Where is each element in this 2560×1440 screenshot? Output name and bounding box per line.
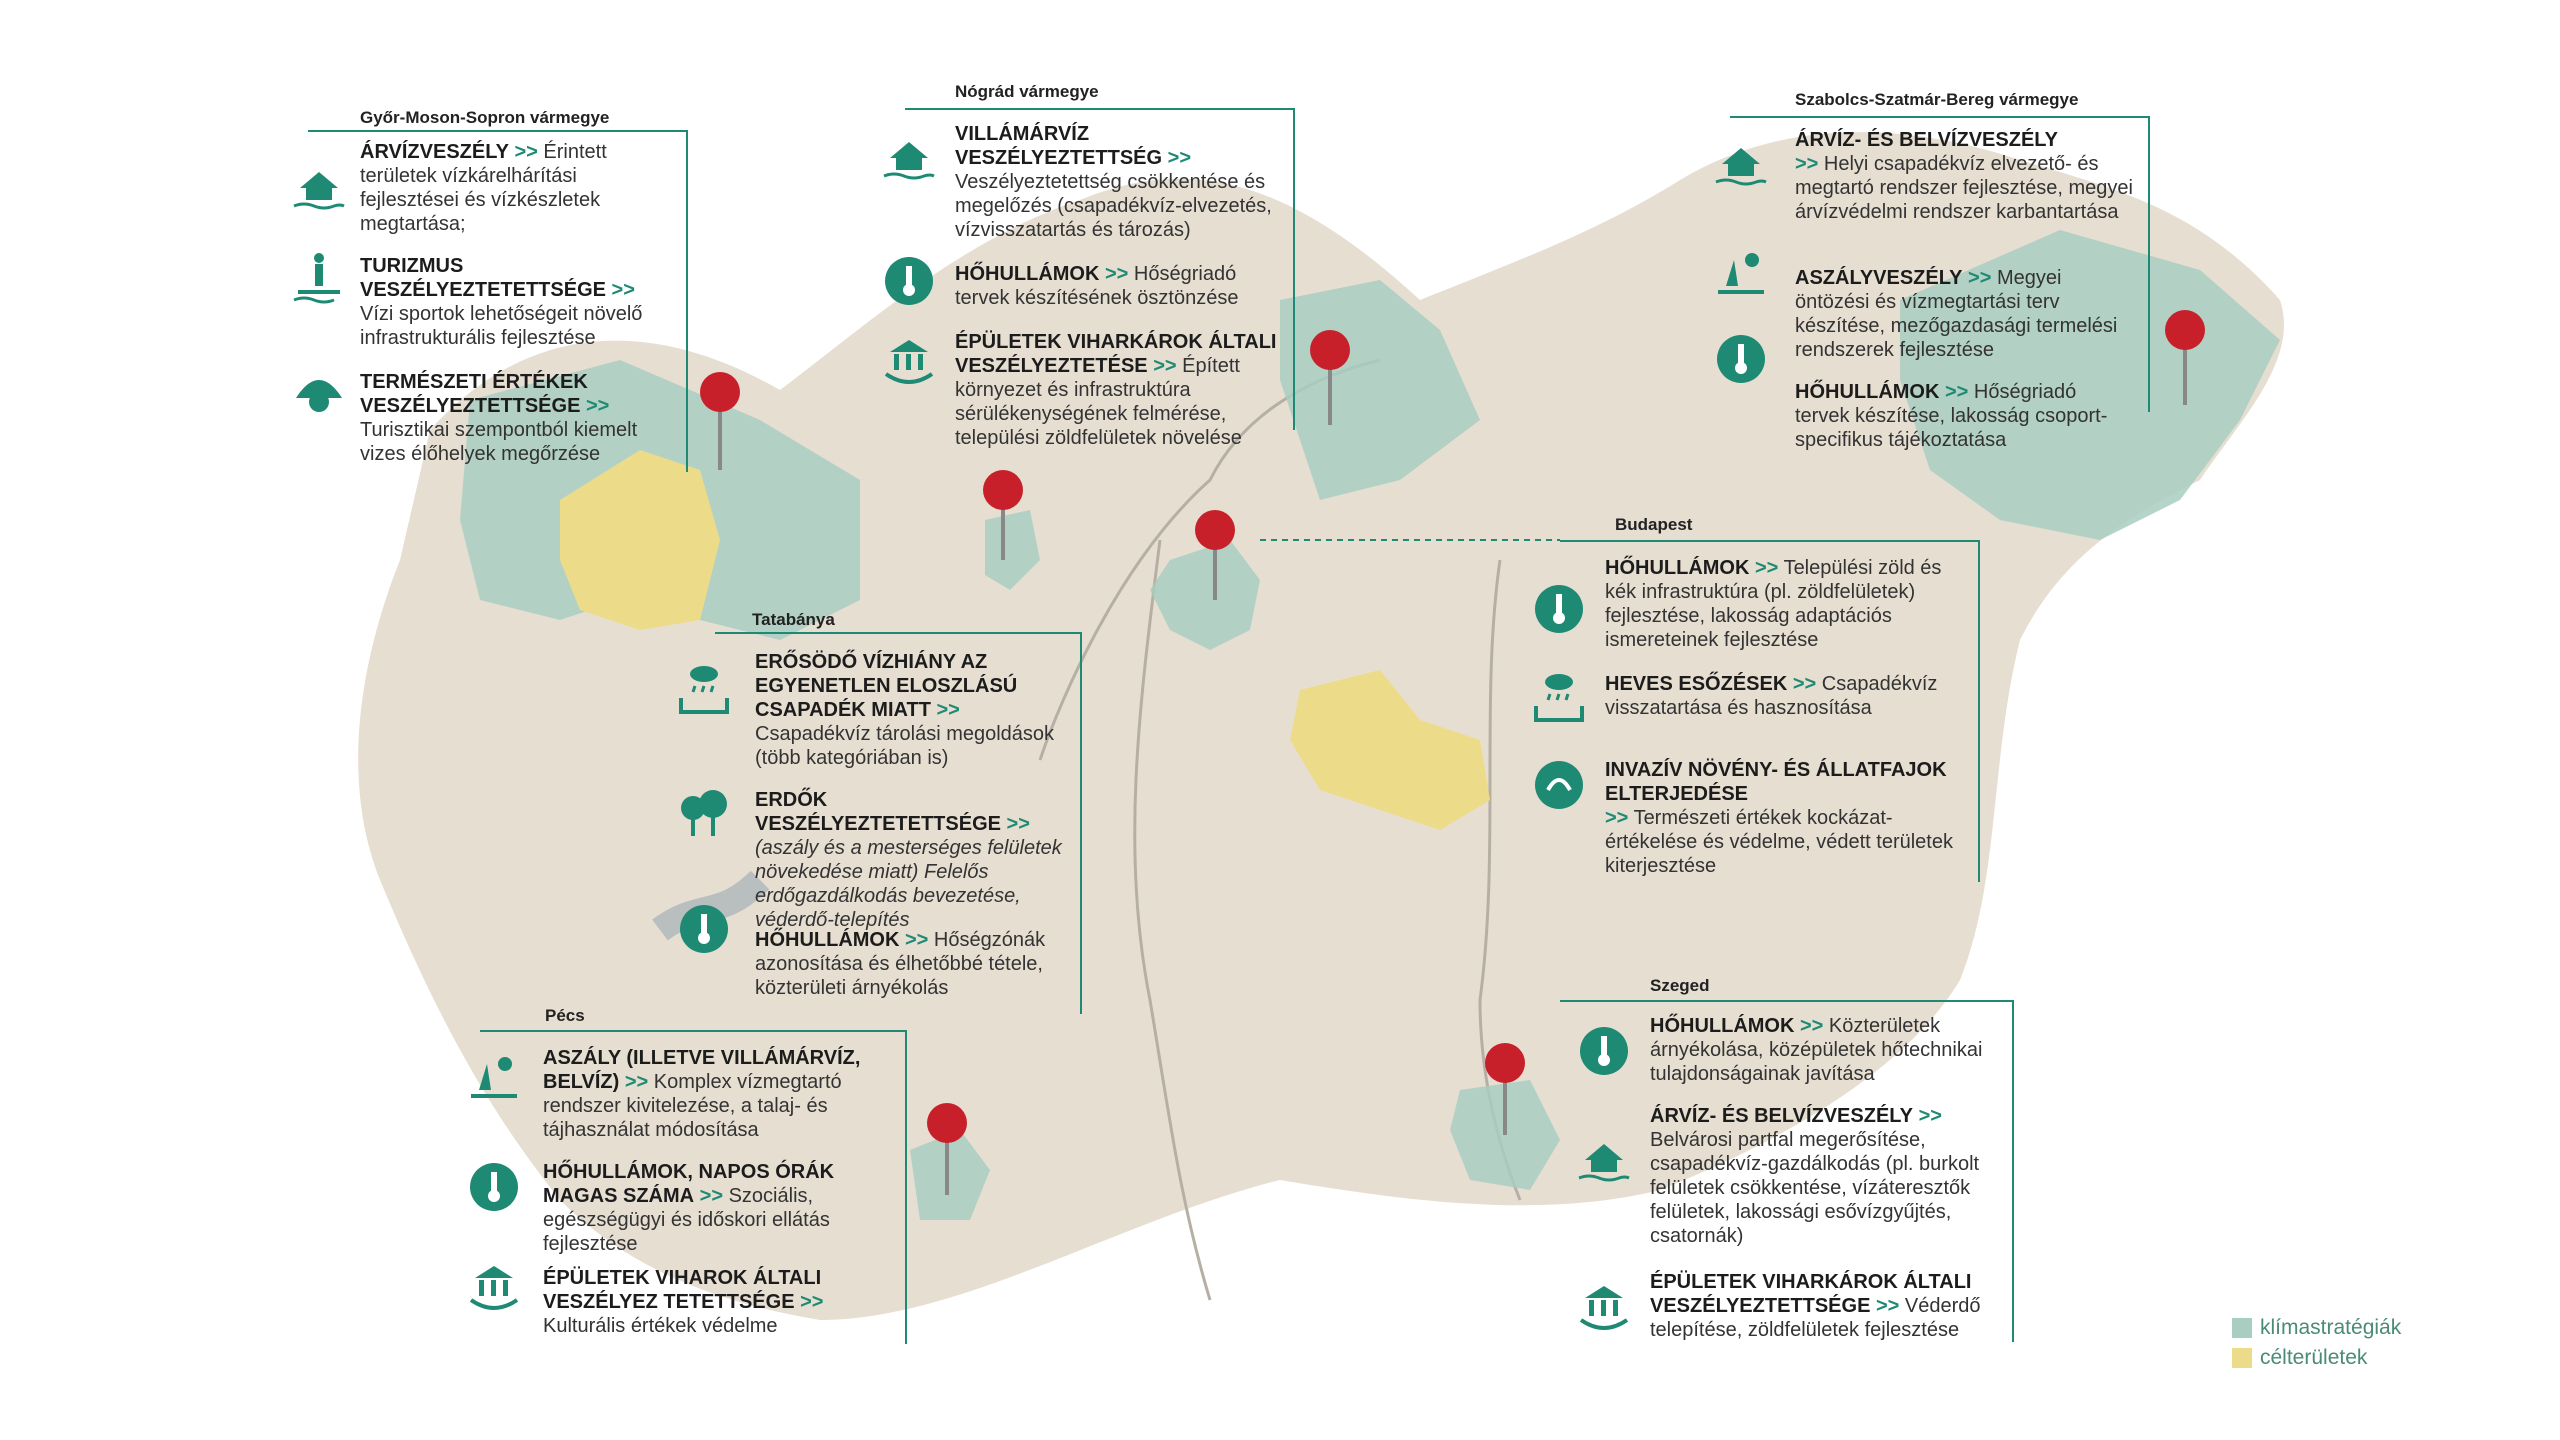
item-head: ÉPÜLETEK VIHARKÁROK ÁLTALI VESZÉLYEZTETÉSE <box>955 331 1277 377</box>
item-head: ÉPÜLETEK VIHARKÁROK ÁLTALI VESZÉLYEZTETTSÉGE <box>1650 1271 1972 1317</box>
flood-house-icon <box>290 158 348 216</box>
item-pecs-1: HŐHULLÁMOK, NAPOS ÓRÁK MAGAS SZÁMA >> Szociális, egészségügyi és időskori ellátás fejlesztése <box>543 1161 835 1255</box>
heatwave-icon <box>880 252 938 310</box>
region-title-tatabanya: Tatabánya <box>752 610 835 629</box>
legend-label-target: célterületek <box>2260 1346 2368 1369</box>
region-title-budapest: Budapest <box>1615 515 1693 534</box>
item-text: Komplex vízmegtartó rendszer kivitelezése, a talaj- és tájhasználat módosítása <box>543 1071 842 1141</box>
heavy-rain-icon <box>1530 668 1588 726</box>
item-nograd-1: HŐHULLÁMOK >> Hőségriadó tervek készítésének ösztönzése <box>955 263 1239 309</box>
item-text: Veszélyeztetettség csökkentése és megelőzés (csapadékvíz-elvezetés, vízvisszatartás és tározás) <box>955 171 1272 241</box>
legend-target <box>2232 1346 2367 1370</box>
item-tatabanya-1: ERDŐK VESZÉLYEZTETETTSÉGE >> (aszály és a mesterséges felületek növekedése miatt) Felelős erdőgazdálkodás bevezetése, véderdő-telepítés <box>755 789 1062 931</box>
building-protect-icon <box>880 332 938 390</box>
item-text: Vízi sportok lehetőségeit növelő infrastrukturális fejlesztése <box>360 303 643 349</box>
item-head: TERMÉSZETI ÉRTÉKEK VESZÉLYEZTETTSÉGE <box>360 371 588 417</box>
item-head: HŐHULLÁMOK <box>1605 557 1750 579</box>
building-protect-icon <box>465 1258 523 1316</box>
item-head: ÁRVÍZ- ÉS BELVÍZVESZÉLY <box>1795 129 2059 151</box>
item-head: ASZÁLYVESZÉLY <box>1795 267 1963 289</box>
item-text: Épített környezet és infrastruktúra sérülékenységének felmérése, települési zöldfelületek növelése <box>955 355 1242 449</box>
item-szeged-1: ÁRVÍZ- ÉS BELVÍZVESZÉLY >> Belvárosi partfal megerősítése, csapadékvíz-gazdálkodás (pl. burkolt felületek csökkentése, vízáteresztők felületek, lakossági esővízgyűjtés, csatornák) <box>1650 1105 1980 1247</box>
region-title-pecs: Pécs <box>545 1006 585 1025</box>
item-head: HŐHULLÁMOK <box>955 263 1100 285</box>
heavy-rain-icon <box>675 660 733 718</box>
item-head: INVAZÍV NÖVÉNY- ÉS ÁLLATFAJOK ELTERJEDÉSE <box>1605 759 1947 805</box>
item-text: Szociális, egészségügyi és időskori ellátás fejlesztése <box>543 1185 830 1255</box>
drought-icon <box>465 1050 523 1108</box>
invasive-species-icon <box>1530 756 1588 814</box>
item-pecs-2: ÉPÜLETEK VIHAROK ÁLTALI VESZÉLYEZ TETETTSÉGE >> Kulturális értékek védelme <box>543 1267 824 1337</box>
item-szeged-0: HŐHULLÁMOK >> Közterületek árnyékolása, középületek hőtechnikai tulajdonságainak javítása <box>1650 1015 1983 1085</box>
forest-icon <box>675 786 733 844</box>
item-head: ERŐSÖDŐ VÍZHIÁNY AZ EGYENETLEN ELOSZLÁSÚ CSAPADÉK MIATT <box>755 651 1018 721</box>
item-text: Érintett területek vízkárelhárítási fejlesztései és vízkészletek megtartása; <box>360 141 607 235</box>
item-text: Csapadékvíz tárolási megoldások (több kategóriában is) <box>755 723 1055 769</box>
legend-swatch-strategy <box>2232 1318 2252 1338</box>
item-szabolcs-1: ASZÁLYVESZÉLY >> Megyei öntözési és vízmegtartási terv készítése, mezőgazdasági termelési rendszerek fejlesztése <box>1795 267 2118 361</box>
item-head: HŐHULLÁMOK <box>755 929 900 951</box>
item-budapest-1: HEVES ESŐZÉSEK >> Csapadékvíz visszatartása és hasznosítása <box>1605 673 1938 719</box>
region-title-szeged: Szeged <box>1650 976 1710 995</box>
heatwave-icon <box>465 1158 523 1216</box>
item-text: Helyi csapadékvíz elvezető- és megtartó rendszer fejlesztése, megyei árvízvédelmi rendszer karbantartása <box>1795 153 2133 223</box>
flood-house-icon <box>1575 1130 1633 1188</box>
flood-house-icon <box>1712 134 1770 192</box>
item-head: VILLÁMÁRVÍZ VESZÉLYEZTETTSÉG <box>955 123 1163 169</box>
item-tatabanya-0: ERŐSÖDŐ VÍZHIÁNY AZ EGYENETLEN ELOSZLÁSÚ CSAPADÉK MIATT >> Csapadékvíz tárolási megoldások (több kategóriában is) <box>755 651 1055 769</box>
item-head: TURIZMUS VESZÉLYEZTETETTSÉGE <box>360 255 606 301</box>
item-pecs-0: ASZÁLY (ILLETVE VILLÁMÁRVÍZ, BELVÍZ) >> Komplex vízmegtartó rendszer kivitelezése, a talaj- és tájhasználat módosítása <box>543 1047 861 1141</box>
item-budapest-2: INVAZÍV NÖVÉNY- ÉS ÁLLATFAJOK ELTERJEDÉSE >> Természeti értékek kockázat-értékelése és védelme, védett területek kiterjesztése <box>1605 759 1953 877</box>
item-text: Települési zöld és kék infrastruktúra (pl. zöldfelületek) fejlesztése, lakosság adaptációs ismereteinek fejlesztése <box>1605 557 1942 651</box>
legend-strategy <box>2232 1316 2401 1340</box>
heatwave-icon <box>675 900 733 958</box>
item-szabolcs-0: ÁRVÍZ- ÉS BELVÍZVESZÉLY >> Helyi csapadékvíz elvezető- és megtartó rendszer fejlesztése, megyei árvízvédelmi rendszer karbantartása <box>1795 129 2133 223</box>
item-text: Hőségriadó tervek készítése, lakosság csoport-specifikus tájékoztatása <box>1795 381 2108 451</box>
item-head: ÉPÜLETEK VIHAROK ÁLTALI VESZÉLYEZ TETETTSÉGE <box>543 1267 822 1313</box>
heatwave-icon <box>1575 1022 1633 1080</box>
item-szeged-2: ÉPÜLETEK VIHARKÁROK ÁLTALI VESZÉLYEZTETTSÉGE >> Véderdő telepítése, zöldfelületek fejlesztése <box>1650 1271 1981 1341</box>
region-title-szabolcs: Szabolcs-Szatmár-Bereg vármegye <box>1795 90 2079 109</box>
legend-label-strategy: klímastratégiák <box>2260 1316 2402 1339</box>
item-head: HEVES ESŐZÉSEK <box>1605 673 1788 695</box>
item-text: Kulturális értékek védelme <box>543 1315 778 1337</box>
drought-icon <box>1712 246 1770 304</box>
water-tourism-icon <box>290 248 348 306</box>
item-head: ASZÁLY (ILLETVE VILLÁMÁRVÍZ, BELVÍZ) <box>543 1047 861 1093</box>
item-tatabanya-2: HŐHULLÁMOK >> Hőségzónák azonosítása és élhetőbbé tétele, közterületi árnyékolás <box>755 929 1046 999</box>
flood-house-icon <box>880 128 938 186</box>
item-gyor-1: TURIZMUS VESZÉLYEZTETETTSÉGE >> Vízi sportok lehetőségeit növelő infrastrukturális fejlesztése <box>360 255 643 349</box>
heatwave-icon <box>1712 330 1770 388</box>
item-budapest-0: HŐHULLÁMOK >> Települési zöld és kék infrastruktúra (pl. zöldfelületek) fejlesztése, lakosság adaptációs ismereteinek fejlesztése <box>1605 557 1942 651</box>
item-head: HŐHULLÁMOK, NAPOS ÓRÁK MAGAS SZÁMA <box>543 1161 835 1207</box>
item-head: HŐHULLÁMOK <box>1650 1015 1795 1037</box>
item-text: Belvárosi partfal megerősítése, csapadékvíz-gazdálkodás (pl. burkolt felületek csökkentése, vízáteresztők felületek, lakossági esővízgyűjtés, csatornák) <box>1650 1129 1980 1247</box>
legend-swatch-target <box>2232 1348 2252 1368</box>
item-head: ERDŐK VESZÉLYEZTETETTSÉGE <box>755 789 1001 835</box>
region-title-gyor: Győr-Moson-Sopron vármegye <box>360 108 610 127</box>
heatwave-icon <box>1530 580 1588 638</box>
item-head: HŐHULLÁMOK <box>1795 381 1940 403</box>
item-text: Hőségriadó tervek készítésének ösztönzése <box>955 263 1239 309</box>
building-protect-icon <box>1575 1278 1633 1336</box>
item-text: Közterületek árnyékolása, középületek hőtechnikai tulajdonságainak javítása <box>1650 1015 1983 1085</box>
nature-value-icon <box>290 358 348 416</box>
item-text: Véderdő telepítése, zöldfelületek fejlesztése <box>1650 1295 1981 1341</box>
item-gyor-2: TERMÉSZETI ÉRTÉKEK VESZÉLYEZTETTSÉGE >> Turisztikai szempontból kiemelt vizes élőhelyek megőrzése <box>360 371 638 465</box>
item-nograd-2: ÉPÜLETEK VIHARKÁROK ÁLTALI VESZÉLYEZTETÉSE >> Épített környezet és infrastruktúra sérülékenységének felmérése, települési zöldfelületek növelése <box>955 331 1277 449</box>
item-text: (aszály és a mesterséges felületek növekedése miatt) Felelős erdőgazdálkodás bevezetése, véderdő-telepítés <box>755 837 1062 931</box>
item-head: ÁRVÍZVESZÉLY <box>360 141 509 163</box>
item-text: Megyei öntözési és vízmegtartási terv készítése, mezőgazdasági termelési rendszerek fejlesztése <box>1795 267 2118 361</box>
item-text: Hőségzónák azonosítása és élhetőbbé tétele, közterületi árnyékolás <box>755 929 1046 999</box>
item-nograd-0: VILLÁMÁRVÍZ VESZÉLYEZTETTSÉG >> Veszélyeztetettség csökkentése és megelőzés (csapadékvíz-elvezetés, vízvisszatartás és tározás) <box>955 123 1272 241</box>
item-text: Turisztikai szempontból kiemelt vizes élőhelyek megőrzése <box>360 419 638 465</box>
item-szabolcs-2: HŐHULLÁMOK >> Hőségriadó tervek készítése, lakosság csoport-specifikus tájékoztatása <box>1795 381 2108 451</box>
item-gyor-0: ÁRVÍZVESZÉLY >> Érintett területek vízkárelhárítási fejlesztései és vízkészletek megtartása; <box>360 141 607 235</box>
item-text: Csapadékvíz visszatartása és hasznosítása <box>1605 673 1938 719</box>
item-text: Természeti értékek kockázat-értékelése és védelme, védett területek kiterjesztése <box>1605 807 1953 877</box>
region-title-nograd: Nógrád vármegye <box>955 82 1099 101</box>
item-head: ÁRVÍZ- ÉS BELVÍZVESZÉLY <box>1650 1105 1914 1127</box>
